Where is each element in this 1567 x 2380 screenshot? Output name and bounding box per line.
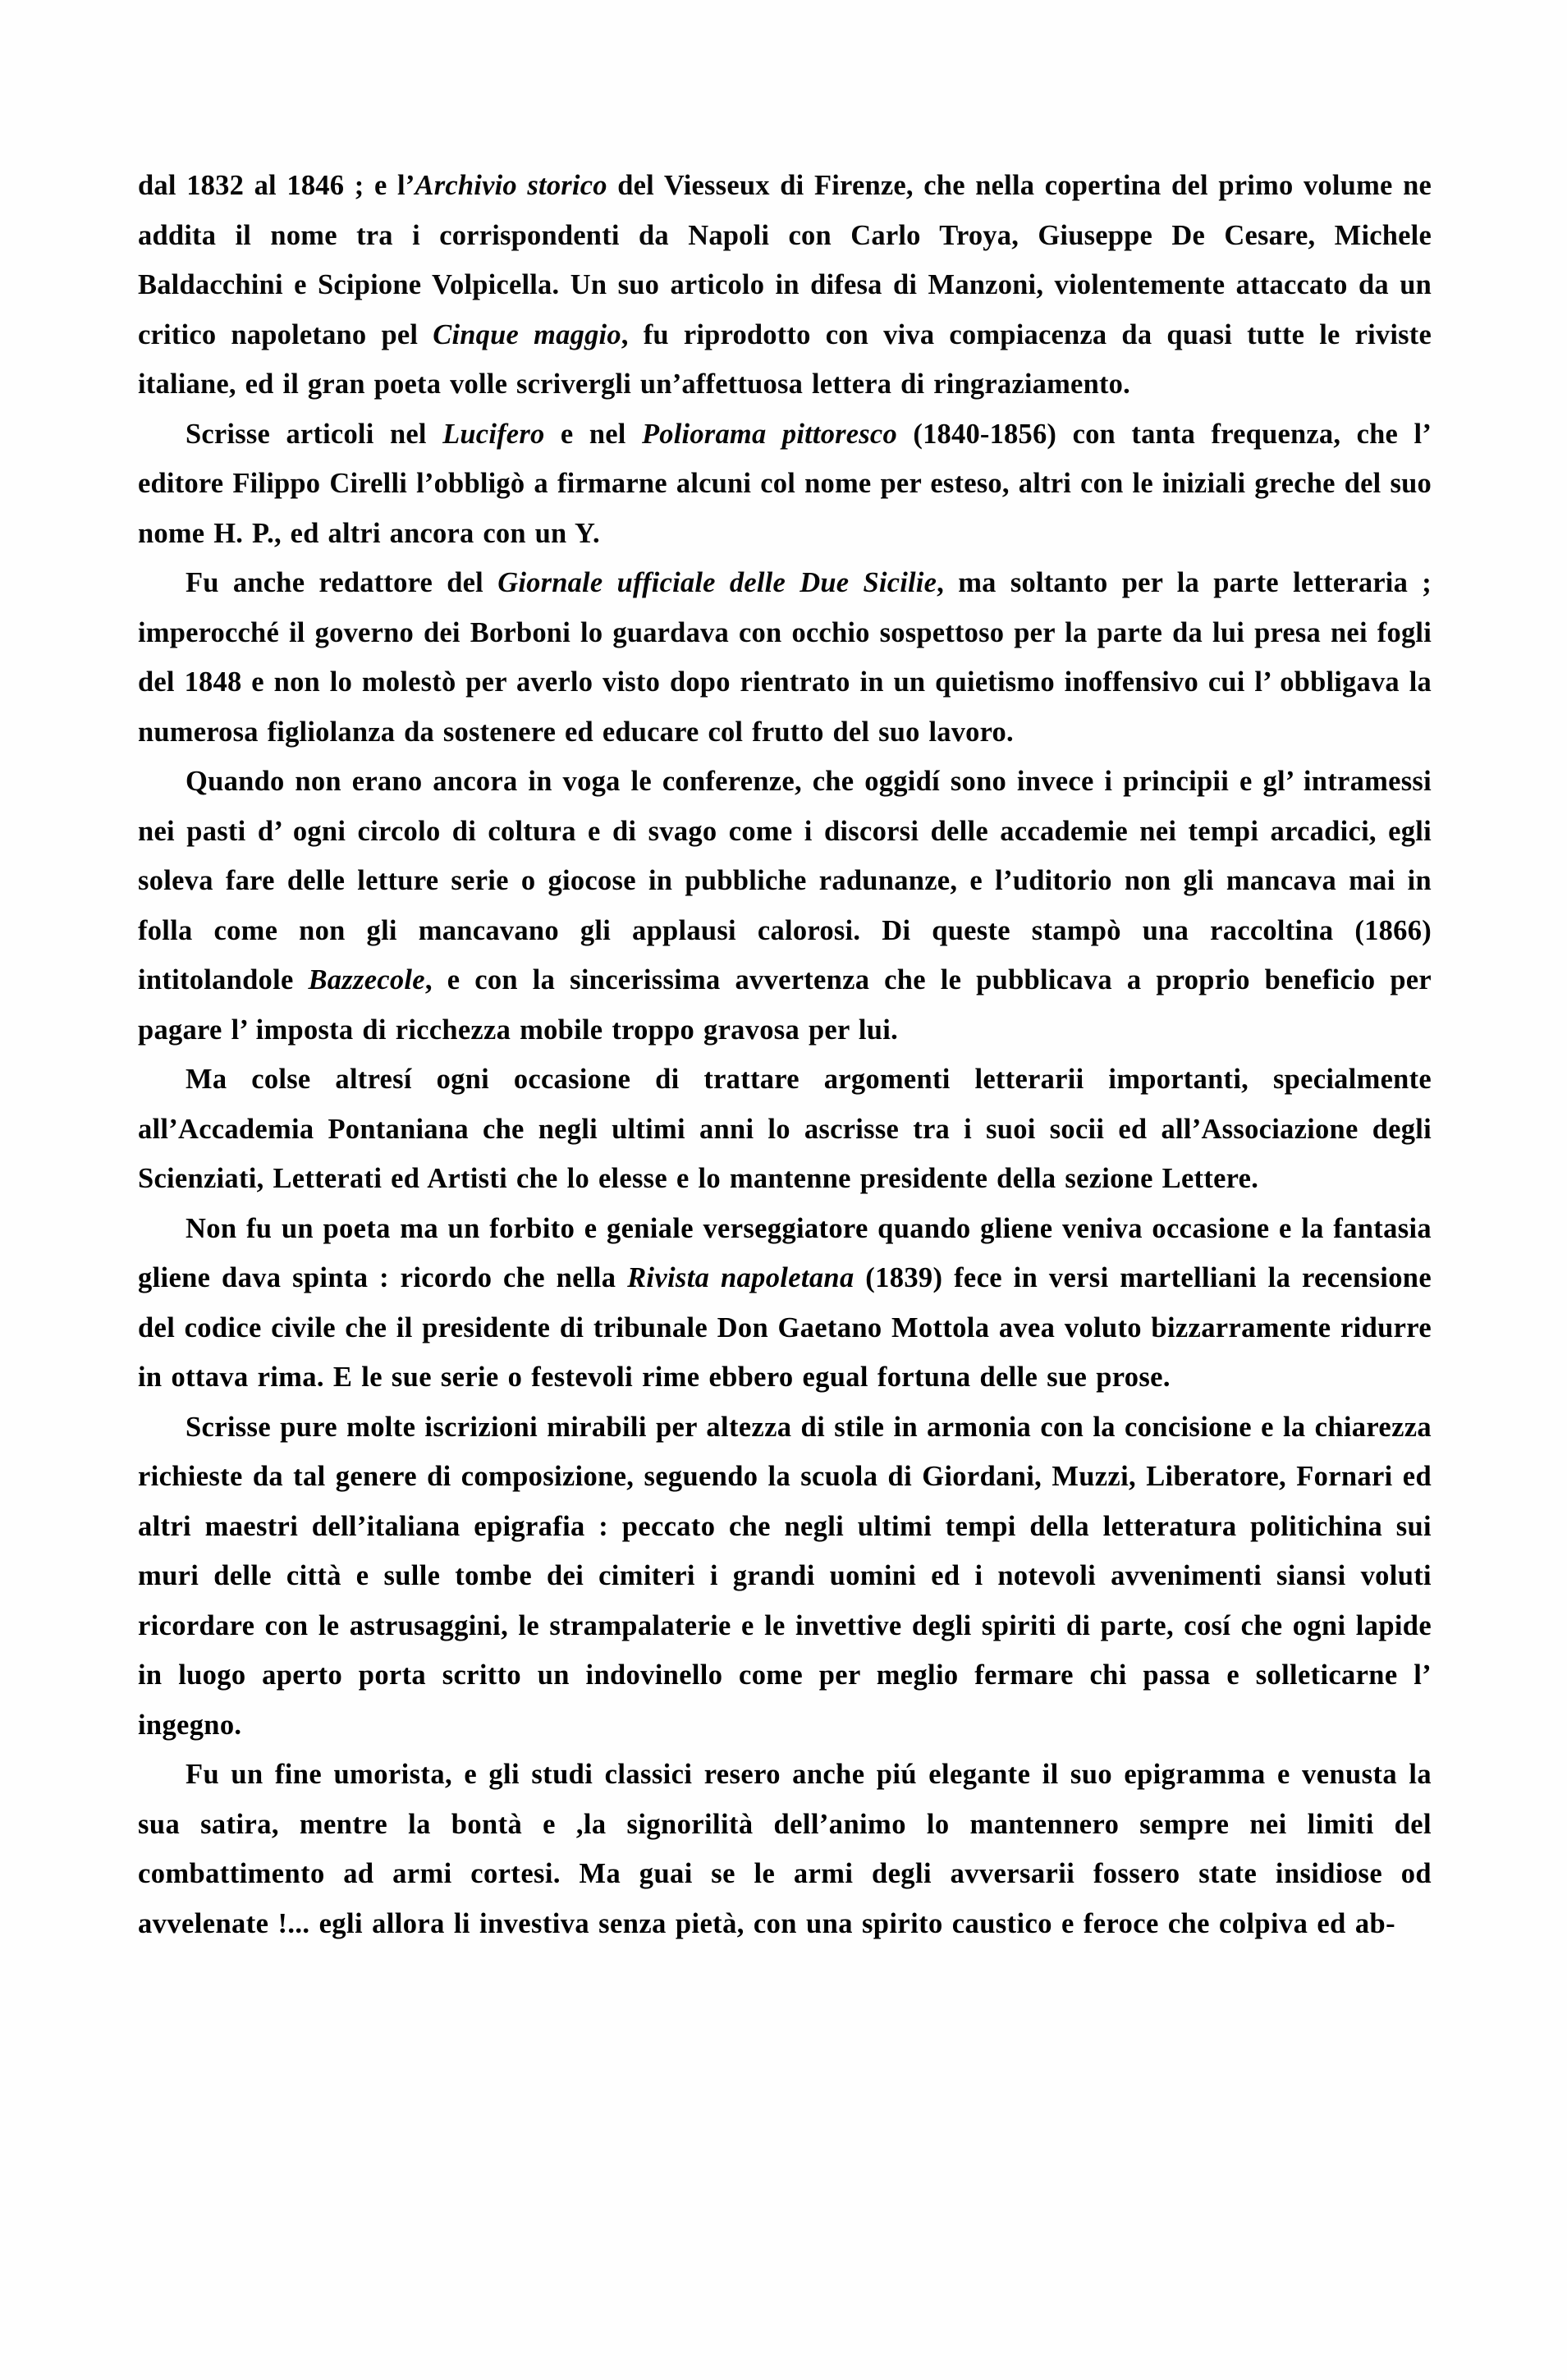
paragraph [138,1055,1432,1204]
text-run: Fu anche redattore del [186,567,498,598]
text-run: (1840-1856) con tanta frequenza, che l’ editore Filippo Cirelli l’obbligò a firmarne alcuni col nome per esteso, altri con le iniziali greche del suo nome H. P., ed altri ancora con un Y. [138,418,1432,549]
paragraph [138,410,1432,559]
italic-title-run: Poliorama pittoresco [642,418,897,450]
text-run: Scrisse articoli nel [186,418,443,450]
text-run: Fu un fine umorista, e gli studi classici resero anche piú elegante il suo epigramma e venusta la sua satira, mentre la bontà e ,la signorilità dell’animo lo mantennero sempre nei limiti del combattimento ad armi cortesi. Ma guai se le armi degli avversarii fossero state insidiose od avvelenate !... egli allora li investiva senza pietà, con una spirito caustico e feroce che colpiva ed ab- [138,1759,1432,1939]
text-run: (1839) fece in versi martelliani la recensione del codice civile che il presidente di tribunale Don Gaetano Mottola avea voluto bizzarramente ridurre in ottava rima. E le sue serie o festevoli rime ebbero egual fortuna delle sue prose. [138,1262,1432,1393]
text-run: Scrisse pure molte iscrizioni mirabili per altezza di stile in armonia con la concisione e la chiarezza richieste da tal genere di composizione, seguendo la scuola di Giordani, Muzzi, Liberatore, Fornari ed altri maestri dell’italiana epigrafia : peccato che negli ultimi tempi della letteratura politichina sui muri delle città e sulle tombe dei cimiteri i grandi uomini ed i notevoli avvenimenti siansi voluti ricordare con le astrusaggini, le strampalaterie e le invettive degli spiriti di parte, cosí che ogni lapide in luogo aperto porta scritto un indovinello come per meglio fermare chi passa e solleticarne l’ ingegno. [138,1411,1432,1741]
paragraph [138,558,1432,757]
text-run: , fu riprodotto con viva compiacenza da quasi tutte le riviste italiane, ed il gran poeta volle scrivergli un’affettuosa lettera di ringraziamento. [138,318,1432,400]
text-run: , ma soltanto per la parte letteraria ; imperocché il governo dei Borboni lo guardava con occhio sospettoso per la parte da lui presa nei fogli del 1848 e non lo molestò per averlo visto dopo rientrato in un quietismo inoffensivo cui l’ obbligava la numerosa figliolanza da sostenere ed educare col frutto del suo lavoro. [138,567,1432,748]
text-run: dal 1832 al 1846 ; e l’ [138,170,415,201]
italic-title-run: Archivio storico [415,170,607,201]
text-run: Quando non erano ancora in voga le conferenze, che oggidí sono invece i principii e gl’ intramessi nei pasti d’ ogni circolo di coltura e di svago come i discorsi delle accademie nei tempi arcadici, egli soleva fare delle letture serie o giocose in pubbliche radunanze, e l’uditorio non gli mancava mai in folla come non gli mancavano gli applausi calorosi. Di queste stampò una raccoltina (1866) intitolandole [138,766,1432,995]
text-run: del Viesseux di Firenze, che nella copertina del primo volume ne addita il nome tra i corrispondenti da Napoli con Carlo Troya, Giuseppe De Cesare, Michele Baldacchini e Scipione Volpicella. Un suo articolo in difesa di Manzoni, violentemente attaccato da un critico napoletano pel [138,170,1432,350]
italic-title-run: Rivista napoletana [627,1262,855,1293]
paragraph [138,1403,1432,1751]
text-run: Ma colse altresí ogni occasione di trattare argomenti letterarii importanti, specialmente all’Accademia Pontaniana che negli ultimi anni lo ascrisse tra i suoi socii ed all’Associazione degli Scienziati, Letterati ed Artisti che lo elesse e lo mantenne presidente della sezione Lettere. [138,1064,1432,1194]
paragraph [138,1204,1432,1403]
italic-title-run: Bazzecole [308,964,425,995]
italic-title-run: Giornale ufficiale delle Due Sicilie [497,567,937,598]
italic-title-run: Lucifero [442,418,545,450]
italic-title-run: Cinque maggio [433,318,621,350]
paragraph [138,757,1432,1055]
text-run: e nel [544,418,643,450]
paragraph [138,161,1432,410]
paragraph [138,1750,1432,1948]
text-run: , e con la sincerissima avvertenza che le pubblicava a proprio beneficio per pagare l’ imposta di ricchezza mobile troppo gravosa per lui. [138,964,1432,1046]
text-run: Non fu un poeta ma un forbito e geniale verseggiatore quando gliene veniva occasione e la fantasia gliene dava spinta : ricordo che nella [138,1212,1432,1293]
body-text-column [138,161,1432,1948]
